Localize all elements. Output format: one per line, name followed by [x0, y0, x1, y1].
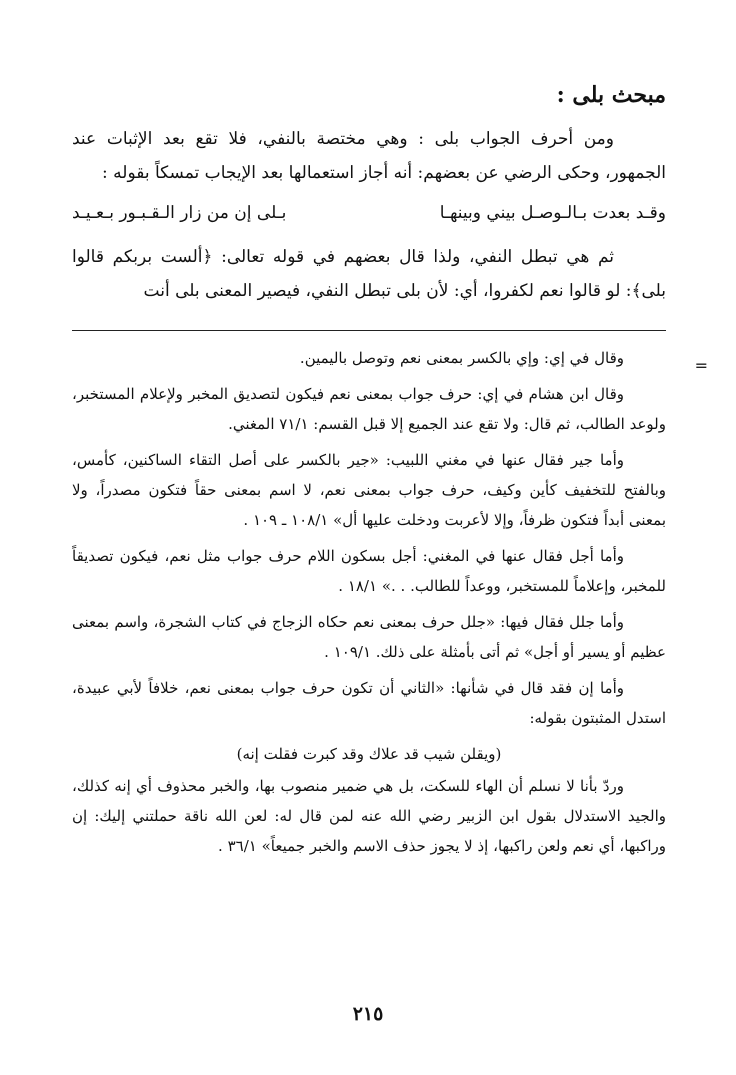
continuation-mark: =	[694, 356, 708, 375]
footnote-paragraph: وأما إن فقد قال في شأنها: «الثاني أن تكون حرف جواب بمعنى نعم، خلافاً لأبي عبيدة، استدل المثبتون بقوله:	[72, 679, 666, 727]
footnote-paragraph: وقال ابن هشام في إي: حرف جواب بمعنى نعم فيكون لتصديق المخبر ولإعلام المستخبر، ولوعد الطالب، ثم قال: ولا تقع عند الجميع إلا قبل القسم: ٧١/١ المغني.	[72, 385, 666, 433]
main-text	[72, 122, 666, 308]
page-number: ٢١٥	[352, 1003, 384, 1025]
poetry-verse	[72, 196, 666, 230]
footnotes	[72, 343, 666, 861]
page-body	[72, 78, 666, 867]
footnote-verse: (ويقلن شيب قد علاك وقد كبرت فقلت إنه)	[236, 745, 502, 763]
footnote-paragraph: وأما جير فقال عنها في مغني اللبيب: «جير بالكسر على أصل التقاء الساكنين، كأمس، وبالفتح للتخفيف كأين وكيف، حرف جواب بمعنى نعم، لا اسم بمعنى حقاً فتكون مصدراً، ولا بمعنى أبداً فتكون ظرفاً، وإلا لأعربت ودخلت عليها أل» ١٠٨/١ ـ ١٠٩ .	[72, 451, 666, 529]
footnote-paragraph: وقال في إي: وإي بالكسر بمعنى نعم وتوصل باليمين.	[299, 349, 624, 367]
section-heading: مبحث بلى :	[556, 82, 666, 108]
verse-first-hemistich: وقـد بعدت بـالـوصـل بيني وبينهـا	[439, 203, 666, 223]
footnote-separator	[72, 330, 666, 331]
footnote-paragraph: وأما أجل فقال عنها في المغني: أجل بسكون اللام حرف جواب مثل نعم، فيكون تصديقاً للمخبر، وإعلاماً للمستخبر، ووعداً للطالب. . .» ١٨/١ .	[72, 547, 666, 595]
verse-second-hemistich: بـلى إن من زار الـقـبـور بـعـيـد	[72, 203, 287, 223]
main-paragraph: ومن أحرف الجواب بلى : وهي مختصة بالنفي، فلا تقع بعد الإثبات عند الجمهور، وحكى الرضي عن بعضهم: أنه أجاز استعمالها بعد الإيجاب تمسكاً بقوله :	[72, 129, 666, 183]
main-paragraph-after-verse: ثم هي تبطل النفي، ولذا قال بعضهم في قوله تعالى: ﴿ألست بربكم قالوا بلى﴾: لو قالوا نعم لكفروا، أي: لأن بلى تبطل النفي، فيصير المعنى بلى أنت	[72, 247, 666, 301]
footnote-paragraph: وأما جلل فقال فيها: «جلل حرف بمعنى نعم حكاه الزجاج في كتاب الشجرة، واسم بمعنى عظيم أو يسير أو أجل» ثم أتى بأمثلة على ذلك. ١٠٩/١ .	[72, 613, 666, 661]
footnote-paragraph-final: وردّ بأنا لا نسلم أن الهاء للسكت، بل هي ضمير منصوب بها، والخبر محذوف أي إنه كذلك، والجيد الاستدلال بقول ابن الزبير رضي الله عنه لمن قال له: لعن الله ناقة حملتني إليك: إن وراكبها، أي نعم ولعن راكبها، إذ لا يجوز حذف الاسم والخبر جميعاً» ٣٦/١ .	[72, 777, 666, 855]
